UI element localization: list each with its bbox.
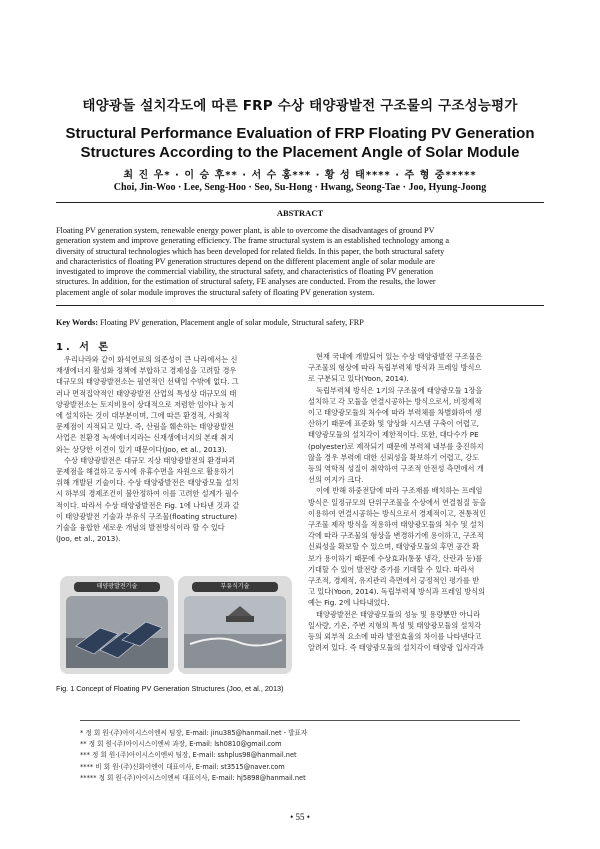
body-line: 러나 면적집약적인 태양광발전 산업의 특성상 대규모의 태 (56, 388, 237, 398)
body-line: 위해 개발된 기술이다. 수상 태양광발전은 태양광모듈 설치 (56, 478, 239, 488)
body-line: 선의 여지가 크다. (308, 475, 364, 485)
body-line: 와는 상당한 이견이 있기 때문이다(Joo, et al., 2013). (56, 444, 227, 454)
body-line: 문제점이 지적되고 있다. 즉, 산림을 훼손하는 태양광발전 (56, 422, 234, 432)
body-line: 구조물 제작 방식을 적용하여 태양광모듈의 처수 및 설치 (308, 520, 484, 530)
abstract-line: and characteristics of floating PV generation structures depend on the different placement angle of solar module are (56, 256, 435, 266)
abstract-line: structures. In addition, for the estimation of structural safety, FE analyses are conducted. From the results, the lower (56, 277, 436, 287)
figure-caption: Fig. 1 Concept of Floating PV Generation Structures (Joo, et al., 2013) (56, 684, 284, 693)
abstract-line: Floating PV generation system, renewable energy power plant, is able to overcome the disadvantages of ground PV (56, 226, 435, 235)
solar-panel-illustration (60, 576, 174, 674)
figure-panel-label: 부유식기술 (192, 582, 278, 592)
body-line: 이 태양광발전 기술과 부유식 구조물(floating structure) (56, 511, 238, 521)
left-column (56, 354, 296, 544)
body-line: 에 설치하는 것이 대부분이며, 그에 따른 환경적, 사회적 (56, 411, 230, 421)
abstract-line: investigated to improve the commercial viability, the structural safety, and characteristics of floating PV generation (56, 267, 434, 277)
abstract-divider (56, 305, 544, 306)
footnote-line: *** 정 회 원·(주)아이시스이엔씨 팀장, E-mail: sshplus98@hanmail.net (80, 751, 297, 760)
body-line: 태양광발전은 태양광모듈의 성능 및 용량뿐만 아니라 (316, 609, 481, 619)
body-line: 산하기 때문에 표준화 및 양상화 시스템 구축이 어렵고, (308, 419, 480, 429)
figure-panel-floating (178, 576, 292, 674)
authors-korean: 최 진 우* · 이 승 후** · 서 수 홍*** · 황 성 태**** · 주 형 중***** (123, 170, 477, 181)
body-line: 설치하고 각 모듈을 연결시공하는 방식으로서, 비정제적 (308, 396, 482, 406)
korean-title: 태양광돌 설치각도에 따른 FRP 수상 태양광발전 구조물의 구조성능평가 (82, 98, 518, 114)
abstract-line: diversity of structural technologies which has been developed for related fields. In this paper, the both structural safety (56, 246, 445, 256)
footnote-line: **** 비 회 원·(주)신화이엔이 대표이사, E-mail: st3515@naver.com (80, 762, 285, 771)
footnotes (80, 728, 520, 784)
english-title (40, 124, 560, 162)
body-line: 않을 경우 부력에 대한 신뢰성을 확보하기 어렵고, 강도 (308, 452, 480, 462)
body-line: 일사량, 기온, 주변 지형의 특성 및 태양광모듈의 설치각 (308, 620, 482, 630)
body-line: 문제점을 해결하고 동시에 유휴수면을 자원으로 활용하기 (56, 467, 235, 477)
section-heading: 1. 서 론 (56, 342, 112, 353)
abstract-body (56, 226, 544, 298)
body-line: 로 구분되고 있다(Yoon, 2014). (308, 374, 409, 384)
footnote-line: ***** 정 회 원·(주)아이시스이엔씨 대표이사, E-mail: hj5898@hanmail.net (80, 773, 306, 782)
body-line: 보가 용이하기 때문에 수상효과(통풍 냉각, 산란과 등)를 (308, 553, 483, 563)
body-line: 신뢰성을 확보할 수 있으며, 태양광모듈의 후면 공간 확 (308, 542, 480, 552)
body-line: 대규모의 태양광발전소는 필연적인 선택일 수밖에 없다. 그 (56, 377, 239, 387)
body-line: (Joo, et al., 2013). (56, 534, 121, 544)
figure-panel-label: 태양광발전기술 (74, 582, 160, 592)
floating-structure-illustration (178, 576, 292, 674)
body-line: 각에 따라 구조물의 형상을 변경하기에 용이하고, 구조적 (308, 531, 484, 541)
body-line: 구조물의 형상에 따라 독립부력체 방식과 프레임 방식으 (308, 363, 482, 373)
body-line: 태양광모듈의 설치각이 제한적이다. 또한, 대다수가 PE (308, 430, 479, 440)
keywords-text: Floating PV generation, Placement angle of solar module, Structural safety, FRP (97, 318, 364, 327)
body-line: 재생에너지 활성화 정책에 부합하고 경제성을 고려할 경우 (56, 366, 237, 376)
body-line: 고 있다(Yoon, 2014). 독립부력체 방식과 프레임 방식의 (308, 587, 485, 597)
body-line: (polyester)로 제작되기 때문에 부력체 내부를 충진하지 (308, 441, 484, 451)
body-line: 알려져 있다. 즉 태양광모듈의 설치각이 태양광 입사각과 (308, 643, 484, 653)
body-line: 이용하여 연결시공하는 방식으로서 경제적이고, 전통적인 (308, 508, 487, 518)
body-line: 이에 반해 하중전달에 따라 구조재를 배치하는 프레임 (316, 486, 483, 496)
body-line: 예는 Fig. 2에 나타내었다. (308, 598, 390, 608)
body-line: 방식은 일정규모의 단위구조물을 수상에서 연결침질 등을 (308, 497, 487, 507)
english-title-line-2: Structures According to the Placement Angle of Solar Module (80, 144, 520, 161)
body-line: 기술을 융합한 새로운 개념의 발전방식이라 할 수 있다 (56, 523, 225, 533)
page-number: • 55 • (290, 812, 310, 822)
body-line: 등의 역학적 성질이 취약하여 구조적 안전성 측면에서 개 (308, 464, 484, 474)
body-line: 시 하부의 경제조건이 불안정하여 이를 고려한 설계가 필수 (56, 489, 239, 499)
english-title-line-1: Structural Performance Evaluation of FRP Floating PV Generation (65, 125, 535, 142)
footnote-divider (80, 720, 520, 721)
abstract-line: generation system and improve generating efficiency. The frame structural system is an established technology among a (56, 236, 449, 246)
abstract-line: placement angle of solar module improves the structural safety of floating PV generation system. (56, 287, 375, 297)
body-line: 수상 태양광발전은 대규모 지상 태양광발전의 환경파괴 (64, 455, 236, 465)
body-line: 양광발전소는 토지비용이 상대적으로 저렴한 임야나 농지 (56, 399, 235, 409)
authors-english: Choi, Jin-Woo · Lee, Seng-Hoo · Seo, Su-Hong · Hwang, Seong-Tae · Joo, Hyung-Joong (113, 182, 487, 193)
figure-panel-solar (60, 576, 174, 674)
right-column (308, 351, 546, 653)
body-line: 구조적, 경제적, 유지관리 측면에서 긍정적인 평가를 받 (308, 576, 480, 586)
body-line: 현재 국내에 개발되어 있는 수상 태양광발전 구조물은 (316, 352, 483, 361)
keywords-label: Key Words: (56, 318, 98, 327)
footnote-line: ** 정 회 원·(주)아이시스이엔씨 과장, E-mail: lsh0810@gmail.com (80, 740, 282, 749)
body-line: 이고 태양광모듈의 처수에 따라 부력체를 차별화하여 생 (308, 408, 482, 418)
body-line: 등의 외부적 요소에 따라 발전효율의 차이를 나타낸다고 (308, 632, 482, 642)
top-divider (56, 202, 544, 203)
figure-1 (60, 576, 292, 674)
body-line: 사업은 친환경 녹색에너지라는 신재생에너지의 본래 취지 (56, 433, 235, 443)
abstract-heading: ABSTRACT (276, 208, 324, 218)
footnote-line: * 정 회 원·(주)아이시스이엔씨 팀장, E-mail: jinu385@hanmail.net - 발표자 (80, 729, 308, 737)
body-line: 우리나라와 같이 화석연료의 의존성이 큰 나라에서는 신 (64, 355, 238, 364)
body-line: 적이다. 따라서 수상 태양광발전은 Fig. 1에 나타낸 것과 같 (56, 500, 240, 510)
body-line: 독립부력체 방식은 1기의 구조물에 태양광모듈 1장을 (316, 385, 483, 395)
body-line: 기대할 수 있어 발전량 증가를 기대할 수 있다. 따라서 (308, 564, 475, 574)
keywords (56, 318, 544, 327)
